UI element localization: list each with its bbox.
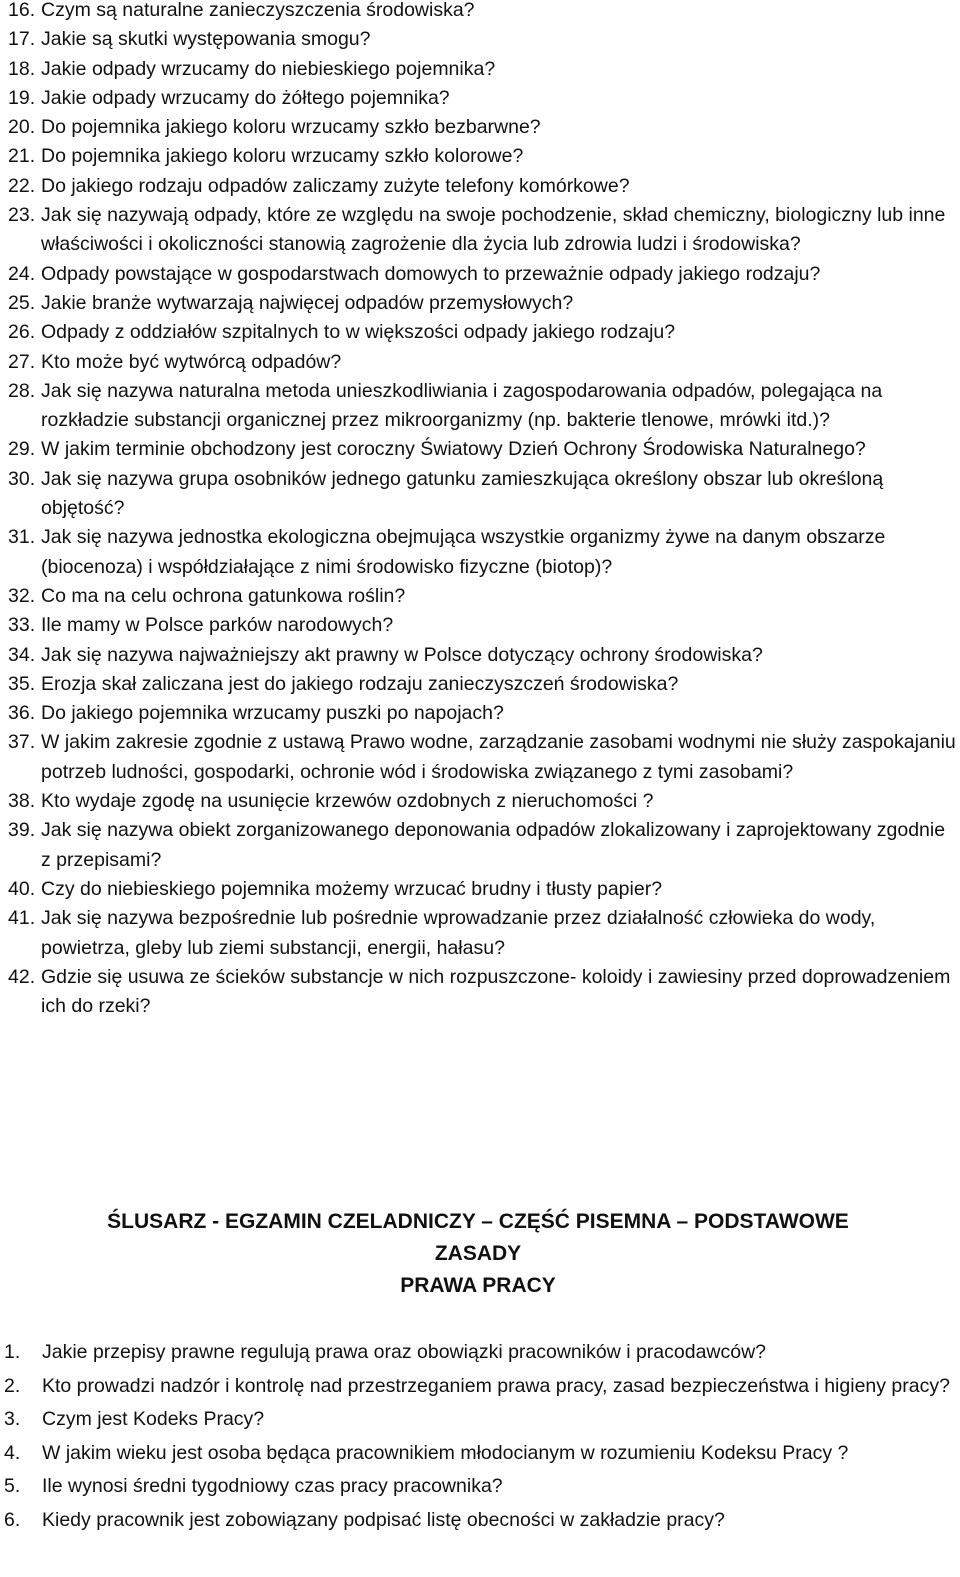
list-item [8,465,956,524]
list-item [4,1504,956,1538]
question-text: Jakie branże wytwarzają najwięcej odpadów przemysłowych? [41,291,574,314]
question-text: W jakim wieku jest osoba będąca pracownikiem młodocianym w rozumieniu Kodeksu Pracy ? [42,1441,849,1464]
question-text: Kto może być wytwórcą odpadów? [41,350,342,373]
question-text: Jakie odpady wrzucamy do niebieskiego pojemnika? [41,57,496,80]
question-number: 29. [8,438,36,461]
question-text: Jak się nazywają odpady, które ze względu na swoje pochodzenie, skład chemiczny, biologiczny lub inne właściwości i okoliczności stanowią zagrożenie dla życia lub zdrowia ludzi i środowiska? [41,204,946,256]
list-item [4,1370,956,1404]
list-item [8,611,956,640]
question-number: 31. [8,526,36,549]
list-item [4,1437,956,1471]
question-text: W jakim zakresie zgodnie z ustawą Prawo wodne, zarządzanie zasobami wodnymi nie służy zaspokajaniu potrzeb ludności, gospodarki, ochronie wód i środowiska związanego z tymi zasobami? [41,731,956,783]
question-text: Ile wynosi średni tygodniowy czas pracy pracownika? [42,1475,503,1498]
section-subtitle: PRAWA PRACY [400,1274,556,1297]
question-text: Kiedy pracownik jest zobowiązany podpisać listę obecności w zakładzie pracy? [42,1508,725,1531]
list-item [8,172,956,201]
question-number: 38. [8,790,36,813]
question-number: 23. [8,204,36,227]
question-text: Jak się nazywa grupa osobników jednego gatunku zamieszkująca określony obszar lub określoną objętość? [41,467,884,520]
question-text: Jak się nazywa bezpośrednie lub pośrednie wprowadzanie przez działalność człowieka do wody, powietrza, gleby lub ziemi substancji, energii, hałasu? [41,907,876,959]
question-number: 37. [8,731,36,754]
question-number: 36. [8,702,36,725]
question-number: 39. [8,819,36,842]
list-item [8,289,956,318]
list-item [8,670,956,699]
question-text: Ile mamy w Polsce parków narodowych? [41,614,394,637]
question-number: 35. [8,672,36,695]
question-number: 1. [4,1341,21,1363]
list-item [8,816,956,875]
list-item [8,875,956,904]
question-number: 4. [4,1441,21,1464]
list-item [4,1403,956,1437]
question-number: 6. [4,1508,21,1531]
list-item [8,787,956,816]
question-number: 25. [8,291,36,314]
list-item [8,0,956,25]
question-number: 33. [8,614,36,637]
question-number: 26. [8,321,36,344]
list-item [8,260,956,289]
question-number: 5. [4,1475,21,1498]
question-number: 42. [8,965,36,988]
question-text: Erozja skał zaliczana jest do jakiego rodzaju zanieczyszczeń środowiska? [41,672,679,695]
question-number: 3. [4,1408,21,1431]
list-item [8,904,956,963]
section-title-line-2: ZASADY [434,1242,522,1265]
list-item [8,377,956,436]
list-item [8,699,956,728]
question-number: 41. [8,907,36,930]
list-item [8,582,956,611]
question-number: 17. [8,28,36,51]
question-text: Odpady powstające w gospodarstwach domowych to przeważnie odpady jakiego rodzaju? [41,262,821,285]
question-text: Do jakiego rodzaju odpadów zaliczamy zużyte telefony komórkowe? [41,174,630,197]
list-item [4,1336,956,1370]
question-text: Czy do niebieskiego pojemnika możemy wrzucać brudny i tłusty papier? [41,877,663,900]
list-item [8,963,956,1022]
question-number: 2. [4,1374,21,1397]
question-text: Co ma na celu ochrona gatunkowa roślin? [41,584,406,607]
list-item [4,1470,956,1504]
question-number: 24. [8,262,36,285]
list-item [8,435,956,464]
question-text: Odpady z oddziałów szpitalnych to w większości odpady jakiego rodzaju? [41,321,676,344]
question-text: Do pojemnika jakiego koloru wrzucamy szkło bezbarwne? [41,116,541,139]
question-text: Czym są naturalne zanieczyszczenia środowiska? [41,0,475,21]
question-number: 19. [8,86,36,109]
list-item [8,523,956,582]
question-number: 28. [8,379,36,402]
question-number: 21. [8,145,36,168]
list-item [8,641,956,670]
question-number: 27. [8,350,36,373]
question-number: 22. [8,174,36,197]
list-item [8,728,956,787]
question-text: Jak się nazywa naturalna metoda unieszkodliwiania i zagospodarowania odpadów, polegająca na rozkładzie substancji organicznej przez mikroorganizmy (np. bakterie tlenowe, mrówki itd.)? [41,379,883,432]
list-item [8,84,956,113]
question-text: Jakie przepisy prawne regulują prawa oraz obowiązki pracowników i pracodawców? [42,1341,767,1363]
list-item [8,113,956,142]
question-text: Jakie są skutki występowania smogu? [41,28,371,51]
list-item [8,201,956,260]
question-number: 34. [8,643,36,666]
list-item [8,318,956,347]
question-text: Czym jest Kodeks Pracy? [42,1408,265,1431]
question-number: 18. [8,57,36,80]
question-number: 30. [8,467,36,490]
list-item [8,348,956,377]
list-item [8,25,956,54]
question-number: 40. [8,877,36,900]
list-item [8,142,956,171]
question-text: Kto prowadzi nadzór i kontrolę nad przestrzeganiem prawa pracy, zasad bezpieczeństwa i higieny pracy? [42,1374,950,1397]
question-text: Gdzie się usuwa ze ścieków substancje w nich rozpuszczone- koloidy i zawiesiny przed doprowadzeniem ich do rzeki? [41,965,951,1018]
question-number: 16. [8,0,36,21]
section-title [20,1206,936,1302]
question-text: Do jakiego pojemnika wrzucamy puszki po napojach? [41,702,504,725]
question-text: Jak się nazywa jednostka ekologiczna obejmująca wszystkie organizmy żywe na danym obszarze (biocenoza) i współdziałające z nimi środowisko fizyczne (biotop)? [41,526,886,578]
question-text: Kto wydaje zgodę na usunięcie krzewów ozdobnych z nieruchomości ? [41,790,654,813]
question-text: Jak się nazywa najważniejszy akt prawny w Polsce dotyczący ochrony środowiska? [41,643,763,666]
question-list-labor-law [4,1336,956,1538]
section-title-line-1: ŚLUSARZ - EGZAMIN CZELADNICZY – CZĘŚĆ PISEMNA – PODSTAWOWE [107,1210,849,1233]
question-list-environment [8,0,956,1021]
question-text: Do pojemnika jakiego koloru wrzucamy szkło kolorowe? [41,145,524,168]
question-number: 32. [8,584,36,607]
list-item [8,55,956,84]
question-text: Jak się nazywa obiekt zorganizowanego deponowania odpadów zlokalizowany i zaprojektowany zgodnie z przepisami? [41,819,946,871]
question-text: W jakim terminie obchodzony jest coroczny Światowy Dzień Ochrony Środowiska Naturalnego? [41,438,866,461]
question-text: Jakie odpady wrzucamy do żółtego pojemnika? [41,86,450,109]
question-number: 20. [8,116,36,139]
